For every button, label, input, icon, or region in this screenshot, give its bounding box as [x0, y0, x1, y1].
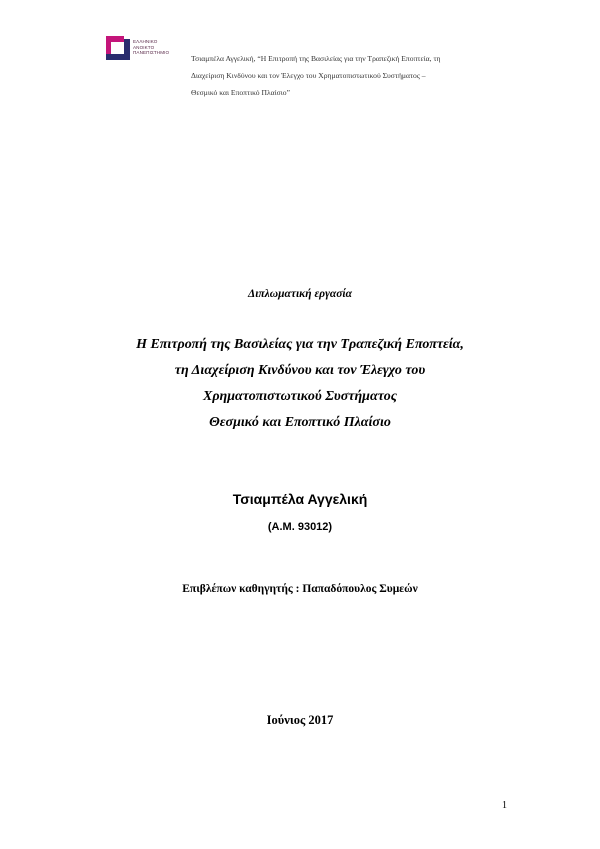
university-logo [106, 36, 176, 62]
title-line: Η Επιτροπή της Βασιλείας για την Τραπεζική Εποπτεία, [136, 337, 464, 352]
logo-text-line: ΑΝΟΙΚΤΟ [133, 44, 155, 50]
logo-mark-icon [106, 36, 130, 60]
running-head-line: Θεσμικό και Εποπτικό Πλαίσιο” [191, 88, 290, 97]
logo-wordmark [133, 39, 178, 56]
supervisor-line: Επιβλέπων καθηγητής : Παπαδόπουλος Συμεών [182, 583, 418, 595]
title-line: τη Διαχείριση Κινδύνου και τον Έλεγχο του [174, 363, 426, 378]
title-line: Χρηματοπιστωτικού Συστήματος [203, 389, 397, 404]
document-title [0, 332, 600, 436]
document-type-label: Διπλωματική εργασία [248, 288, 352, 300]
running-head-line: Τσιαμπέλα Αγγελική, “Η Επιτροπή της Βασιλείας για την Τραπεζική Εποπτεία, τη [191, 54, 441, 63]
logo-text-line: ΠΑΝΕΠΙΣΤΗΜΙΟ [133, 50, 170, 56]
running-head [191, 50, 521, 101]
registration-number: (Α.Μ. 93012) [267, 521, 333, 533]
author-name: Τσιαμπέλα Αγγελική [232, 491, 368, 507]
logo-text-line: ΕΛΛΗΝΙΚΟ [133, 39, 158, 44]
submission-date: Ιούνιος 2017 [266, 713, 334, 727]
running-head-line: Διαχείριση Κινδύνου και τον Έλεγχο του Χρηματοπιστωτικού Συστήματος – [191, 71, 426, 80]
title-line: Θεσμικό και Εποπτικό Πλαίσιο [209, 415, 391, 430]
page-number: 1 [502, 800, 507, 811]
